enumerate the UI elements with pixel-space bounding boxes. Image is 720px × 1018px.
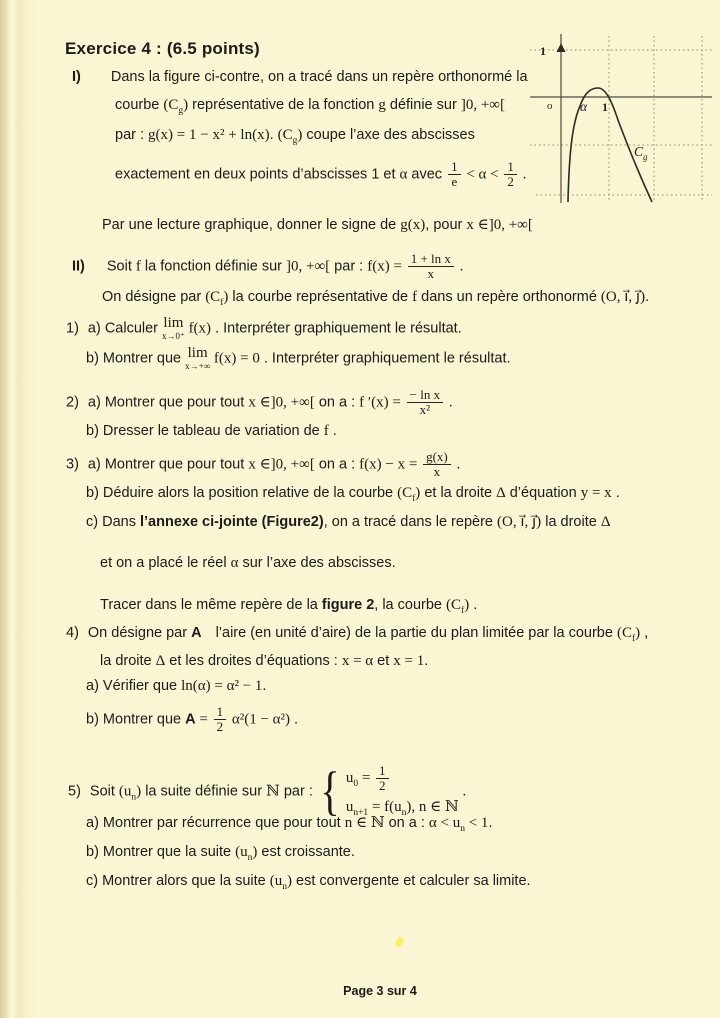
text-run: I)	[72, 69, 81, 85]
scan-artifact	[395, 936, 405, 948]
text-run: définie sur	[385, 97, 461, 113]
part2-repere	[102, 288, 649, 309]
text-run: α²(1 − α²)	[228, 711, 291, 728]
text-run: f	[412, 289, 418, 305]
q5b	[86, 843, 355, 864]
text-run: .	[469, 597, 478, 613]
text-run: α < u	[428, 815, 461, 831]
text-run: et les droites d’équations :	[165, 653, 342, 669]
text-run: )	[287, 873, 292, 889]
text-run: x = α	[341, 653, 374, 669]
text-run: . Interpréter graphiquement le résultat.	[211, 320, 462, 337]
text-run: (C	[205, 289, 221, 305]
figure-label-curve-sub: g	[643, 152, 648, 162]
text-run: f	[220, 298, 224, 308]
text-run: on a :	[384, 815, 429, 831]
text-run: l’aire (en unité d’aire) de la partie du plan limitée par la courbe	[215, 625, 617, 641]
figure-label-y1: 1	[540, 44, 546, 58]
text-run: l’annexe ci-jointe (Figure2)	[140, 514, 324, 530]
text-run: Dans la figure ci-contre, on a tracé dans un repère orthonormé la	[110, 69, 528, 85]
q3c	[86, 513, 611, 533]
text-run: g	[292, 136, 298, 146]
text-run: . Interpréter graphiquement le résultat.	[259, 350, 511, 367]
text-run: figure 2	[321, 597, 375, 613]
text-run: Tracer dans le même repère de la	[100, 597, 322, 613]
text-run: a) Montrer que pour tout	[87, 394, 249, 411]
text-run: f	[461, 606, 465, 616]
text-run: x ∈]0, +∞[	[248, 456, 315, 473]
fraction: $\frac{g(x)}{x}$	[423, 450, 451, 480]
text-run: g(x) = 1 − x² + ln(x)	[148, 127, 270, 143]
text-run: la suite définie sur	[141, 783, 267, 800]
text-run: A	[191, 625, 202, 641]
text-run: la courbe représentative de	[228, 289, 413, 305]
limit-expression: lim x→0⁺	[162, 315, 185, 341]
text-run: coupe l’axe des abscisses	[302, 127, 475, 143]
text-run: n+1	[353, 807, 369, 818]
text-run: =	[358, 770, 375, 787]
text-run: Δ	[155, 653, 166, 669]
text-run: A	[185, 711, 196, 728]
text-run: la droite	[100, 653, 156, 669]
text-run: f(x) = 0	[210, 350, 260, 367]
text-run: et la droite	[420, 485, 497, 501]
text-run: exactement en deux points d’abscisses 1 et	[115, 166, 400, 183]
text-run: (u	[235, 844, 248, 860]
text-run: .	[445, 394, 453, 411]
q5-intro	[68, 760, 467, 821]
text-run: 4)	[66, 625, 79, 641]
fraction: $\frac{\text{− ln x}}{\text{x²}}$	[407, 388, 443, 418]
text-run: c) Dans	[86, 514, 140, 530]
text-run: < 1	[464, 815, 489, 831]
text-run: a) Vérifier que	[86, 678, 182, 694]
text-run: .	[290, 711, 299, 728]
scan-edge-shadow	[0, 0, 36, 1018]
text-run: Soit	[106, 258, 136, 275]
text-run: , la courbe	[374, 597, 447, 613]
q2a	[66, 388, 453, 418]
text-run: n	[247, 853, 253, 863]
text-run: < α <	[462, 166, 503, 183]
text-run: f	[135, 258, 141, 275]
text-run: (C	[163, 97, 179, 113]
text-run: .	[458, 783, 467, 800]
text-run: = f(u	[368, 798, 402, 815]
text-run: Soit	[89, 783, 119, 800]
text-run: )	[635, 625, 641, 641]
text-run: représentative de la fonction	[188, 97, 379, 113]
text-run: f	[412, 494, 416, 504]
text-run: )	[297, 127, 303, 143]
text-run: .	[452, 456, 461, 473]
text-run: est croissante.	[257, 844, 355, 860]
q2b	[86, 422, 337, 442]
text-run: II)	[72, 258, 85, 275]
text-run: 0	[353, 779, 359, 790]
figure-label-origin: o	[547, 100, 553, 112]
cases-system	[317, 760, 459, 821]
figure-label-curve: C	[634, 144, 644, 159]
text-run: on a :	[314, 456, 360, 473]
text-run: Δ	[600, 514, 611, 530]
part1-line4	[115, 160, 526, 190]
fraction: $\frac{1}{2}$	[376, 764, 389, 794]
text-run: ]0, +∞[	[460, 97, 505, 113]
text-run: =	[195, 711, 212, 728]
text-run: et on a placé le réel	[100, 555, 231, 571]
text-run: )	[415, 485, 421, 501]
part2-intro	[72, 252, 463, 282]
text-run: 3)	[66, 456, 79, 473]
exercise-title	[65, 38, 260, 60]
text-run: (C	[616, 625, 632, 641]
text-run: .	[488, 815, 493, 831]
text-run: On désigne par	[102, 289, 206, 305]
unit-arrow-icon	[557, 43, 566, 52]
text-run: (C	[446, 597, 462, 613]
text-run: par :	[330, 258, 368, 275]
text-run: α	[230, 555, 239, 571]
text-run: u	[345, 770, 354, 787]
text-run: par :	[279, 783, 317, 800]
text-run: n	[131, 792, 137, 803]
text-run: 5)	[68, 783, 81, 800]
text-run: )	[464, 597, 470, 613]
part1-line2	[115, 96, 505, 117]
text-run: f	[631, 634, 636, 644]
text-run: g	[378, 97, 386, 113]
text-run: ,	[640, 625, 649, 641]
text-run: par :	[115, 127, 149, 143]
text-run: ℕ	[266, 783, 280, 800]
q5c	[86, 872, 531, 893]
text-run: n	[460, 824, 465, 834]
q4-intro	[66, 624, 648, 645]
fraction: $\frac{1}{e}$	[448, 160, 461, 190]
text-run: b) Dresser le tableau de variation de	[86, 423, 324, 439]
brace-icon: {	[320, 760, 340, 821]
text-run: Par une lecture graphique, donner le signe de	[102, 217, 401, 233]
figure-graph-g	[526, 28, 716, 210]
q1b	[86, 346, 511, 371]
q4-intro2	[100, 652, 428, 672]
text-run: courbe	[115, 97, 164, 113]
q4b	[86, 705, 298, 735]
text-run: , on a tracé dans le repère	[323, 514, 498, 530]
text-run: g	[178, 106, 184, 116]
text-run: )	[252, 844, 258, 860]
text-run: ), n ∈ ℕ	[406, 798, 459, 815]
part1-line1	[72, 68, 528, 87]
text-run: sur l’axe des abscisses.	[238, 555, 396, 571]
text-run: )	[223, 289, 229, 305]
text-run: .	[645, 289, 650, 305]
text-run: (O, i⃗, j⃗)	[497, 514, 542, 530]
text-run: Δ	[496, 485, 506, 501]
text-run: (u	[269, 873, 283, 889]
part1-question	[102, 216, 533, 236]
text-run: d’équation	[505, 485, 581, 501]
text-run: b) Montrer que	[86, 350, 186, 367]
text-run: on a :	[314, 394, 360, 411]
text-run: Exercice 4 : (6.5 points)	[65, 39, 260, 58]
q4a	[86, 677, 266, 697]
text-run: avec	[407, 166, 447, 183]
text-run: g(x)	[400, 217, 426, 233]
text-run: .	[262, 678, 267, 694]
text-run: f	[323, 423, 329, 439]
text-run: f ′(x) =	[359, 394, 405, 411]
text-run: On désigne par	[87, 625, 192, 641]
text-run: (C	[277, 127, 293, 143]
text-run: u	[345, 798, 354, 815]
text-run: dans un repère orthonormé	[417, 289, 601, 305]
text-run: la droite	[541, 514, 601, 530]
q3c-cont	[100, 554, 396, 574]
text-run: .	[611, 485, 620, 501]
text-run: .	[269, 127, 278, 143]
q1a	[66, 316, 462, 341]
text-run: 1)	[66, 320, 79, 337]
text-run: )	[183, 97, 189, 113]
figure-label-alpha: α	[580, 99, 588, 114]
text-run: a) Calculer	[87, 320, 163, 337]
text-run: a) Montrer par récurrence que pour tout	[86, 815, 345, 831]
text-run: (C	[397, 485, 413, 501]
text-run: n	[401, 807, 407, 818]
text-run: b) Déduire alors la position relative de la courbe	[86, 485, 398, 501]
text-run: )	[136, 783, 142, 800]
text-run: x ∈]0, +∞[	[466, 217, 533, 233]
text-run: y = x	[580, 485, 612, 501]
text-run: b) Montrer que	[86, 711, 186, 728]
text-run: n ∈ ℕ	[344, 815, 385, 831]
text-run: f(x) − x =	[359, 456, 422, 473]
text-run: c) Montrer alors que la suite	[86, 873, 270, 889]
text-run: .	[518, 166, 527, 183]
page-footer: Page 3 sur 4	[343, 984, 417, 998]
figure-label-x1: 1	[602, 100, 608, 114]
case-row	[346, 764, 459, 794]
fraction: $\frac{\text{1 + ln x}}{x}$	[408, 252, 454, 282]
part1-line3	[115, 126, 475, 147]
text-run: , pour	[425, 217, 467, 233]
text-run: .	[455, 258, 464, 275]
text-run: n	[282, 882, 287, 892]
text-run: 2)	[66, 394, 79, 411]
trace-instruction	[100, 596, 477, 617]
fraction: $\frac{1}{2}$	[214, 705, 227, 735]
text-run: ]0, +∞[	[286, 258, 331, 275]
q5a	[86, 814, 492, 835]
text-run: x ∈]0, +∞[	[248, 394, 315, 411]
text-run: x = 1	[393, 653, 425, 669]
q3a	[66, 450, 460, 480]
q3b	[86, 484, 620, 505]
text-run: a) Montrer que pour tout	[87, 456, 249, 473]
text-run: la fonction définie sur	[140, 258, 286, 275]
text-run: .	[328, 423, 337, 439]
fraction: $\frac{1}{2}$	[504, 160, 517, 190]
text-run: (O, i⃗, j⃗)	[600, 289, 646, 305]
text-run: (u	[118, 783, 132, 800]
text-run: f(x) =	[367, 258, 406, 275]
text-run: α	[399, 166, 408, 183]
text-run: et	[373, 653, 394, 669]
limit-expression: lim x→+∞	[185, 345, 211, 371]
text-run: .	[424, 653, 429, 669]
text-run: b) Montrer que la suite	[86, 844, 236, 860]
text-run: est convergente et calculer sa limite.	[292, 873, 531, 889]
text-run: f(x)	[184, 320, 212, 337]
text-run: ln(α) = α² − 1	[181, 678, 263, 694]
